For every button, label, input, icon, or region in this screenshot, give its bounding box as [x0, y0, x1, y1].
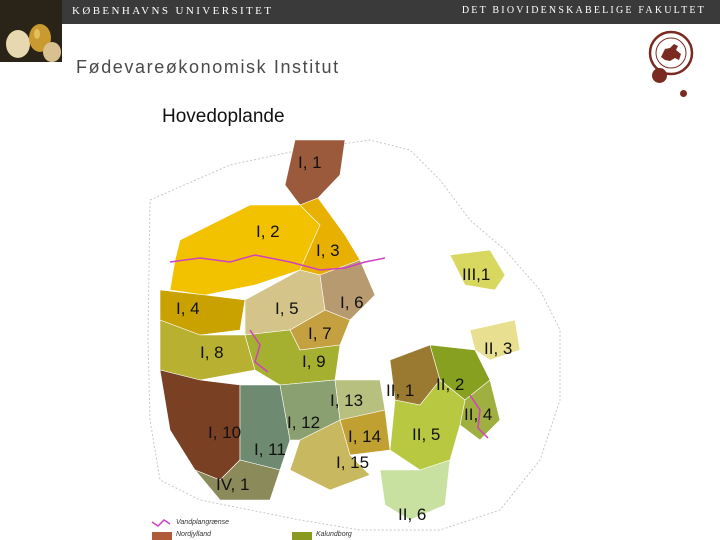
label-i10: I, 10: [208, 423, 242, 442]
label-ii4: II, 4: [464, 405, 493, 424]
label-i12: I, 12: [287, 413, 321, 432]
label-i11: I, 11: [254, 440, 286, 459]
legend-swatch-boundary: [152, 520, 170, 526]
legend-label-boundary: Vandplangrænse: [176, 519, 230, 526]
label-i9: I, 9: [302, 352, 326, 371]
label-i8: I, 8: [200, 343, 224, 362]
label-iv1: IV, 1: [216, 475, 250, 494]
label-i7: I, 7: [308, 324, 332, 343]
label-i15: I, 15: [336, 453, 370, 472]
label-i14: I, 14: [348, 427, 382, 446]
label-i5: I, 5: [275, 299, 299, 318]
label-i3: I, 3: [316, 241, 340, 260]
label-i13: I, 13: [330, 391, 364, 410]
label-iii1: III,1: [462, 265, 491, 284]
faculty-name: DET BIOVIDENSKABELIGE FAKULTET: [461, 5, 706, 16]
label-i6: I, 6: [340, 293, 364, 312]
legend-label-nordjylland: Nordjylland: [176, 531, 212, 538]
university-name: KØBENHAVNS UNIVERSITET: [72, 5, 274, 17]
label-i2: I, 2: [256, 222, 280, 241]
label-i4: I, 4: [176, 299, 200, 318]
label-i1: I, 1: [298, 153, 322, 172]
legend-label-kalundborg: Kalundborg: [316, 531, 352, 538]
label-ii3: II, 3: [484, 339, 513, 358]
legend-swatch-nordjylland: [152, 532, 172, 540]
label-ii2: II, 2: [436, 375, 465, 394]
label-ii6: II, 6: [398, 505, 427, 524]
label-ii5: II, 5: [412, 425, 441, 444]
map-title: Hovedoplande: [162, 106, 285, 127]
institute-name: Fødevareøkonomisk Institut: [76, 57, 340, 77]
legend-swatch-kalundborg: [292, 532, 312, 540]
label-ii1: II, 1: [386, 381, 415, 400]
